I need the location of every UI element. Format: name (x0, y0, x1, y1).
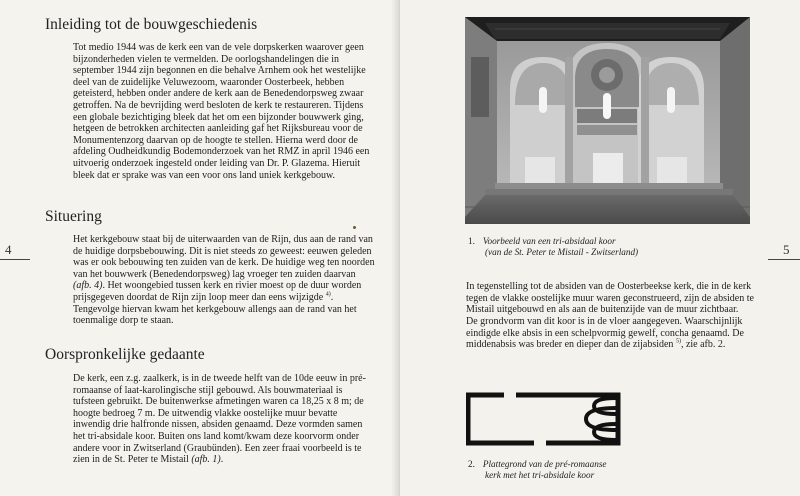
page-number-rule (0, 259, 30, 260)
heading-situering: Situering (45, 208, 102, 225)
figure-reference: (afb. 1) (191, 454, 221, 466)
caption-line: kerk met het tri-absidale koor (485, 470, 595, 480)
footnote-marker: 4) (325, 291, 331, 298)
footnote-marker: 5) (675, 338, 681, 345)
plan-caption (468, 459, 758, 481)
caption-number: 2. (468, 459, 475, 469)
page-number: 4 (5, 242, 12, 257)
caption-line: (van de St. Peter te Mistail - Zwitserland) (485, 247, 639, 257)
paragraph-inleiding: Tot medio 1944 was de kerk een van de vele dorpskerken waarover geen bijzonderheden vielen te vermelden. De oorlogshandelingen die in september 1944 zijn begonnen en die behalve Arnhem ook het westelijke deel van de zuidelijke Veluwezoom, waaronder Oosterbeek, hebben geteisterd, hebben onder andere de kerk aan de Benedendorpsweg zwaar getroffen. Na de bevrijding werd besloten de kerk te restaureren. Tijdens een globale bezichtiging bleek dat het om een bijzonder bouwwerk ging, hetgeen de betrokken architecten aanleiding gaf het Rijksbureau voor de Monumentenzorg daarvan op de hoogte te stellen. Hierna werd door de afdeling Oudheidkundig Bodemonderzoek van het RMZ in april 1946 een uitvoerig onderzoek ingesteld onder leiding van Dr. P. Glazema. Hieruit bleek dat er sprake was van een voor ons land uniek kerkgebouw. (73, 42, 370, 181)
paragraph-oorspronkelijk: De kerk, een z.g. zaalkerk, is in de tweede helft van de 10de eeuw in pré-romaanse of laat-karolingische stijl gebouwd. Als bouwmateriaal is tufsteen gebruikt. De buitenwerkse afmetingen waren ca 18,25 x 8 m; de hoogte bedroeg 7 m. De uitwendig vlakke oostelijke muur bevatte inwendig drie halfronde nissen, absiden genaamd. Deze vormden samen het tri-absidale koor. Buiten ons land komt/kwam deze koorvorm onder andere voor in Zwitserland (Graubünden). Een zeer fraai voorbeeld is te zien in de St. Peter te Mistail (afb. 1). (73, 373, 366, 466)
heading-inleiding: Inleiding tot de bouwgeschiedenis (45, 16, 258, 33)
page-number-rule (768, 259, 800, 260)
paragraph-mistail: In tegenstelling tot de absiden van de Oosterbeekse kerk, die in de kerk tegen de vlakke oostelijke muur waren geconstrueerd, zijn de absiden te Mistail uitgebouwd en als aan de buitenzijde van de muur zichtbaar. (466, 281, 754, 316)
choir-photo-illustration (465, 17, 750, 224)
paper-speck (353, 226, 356, 229)
paragraph-grondvorm: De grondvorm van dit koor is in de vloer aangegeven. Waarschijnlijk eindigde elke absis in een schelpvormig gewelf, concha genaamd. De middenabsis was breder en dieper dan de zijabsiden $^{5)}$, zie afb. 2. (466, 316, 744, 351)
caption-number: 1. (468, 236, 475, 246)
heading-oorspronkelijk: Oorspronkelijke gedaante (45, 346, 205, 363)
page-number: 5 (783, 242, 790, 257)
paragraph-situering: Het kerkgebouw staat bij de uiterwaarden van de Rijn, dus aan de rand van de huidige dorpsbebouwing. Dit is niet steeds zo geweest: eeuwen geleden was er ook bebouwing ten zuiden van de kerk. De huidige weg ten noorden van het bouwwerk (Benedendorpsweg) lag vroeger ten zuiden daarvan (afb. 4). Het woongebied tussen kerk en rivier moest op de duur worden prijsgegeven doordat de Rijn zijn loop meer dan eens wijzigde $^{4)}$. Tengevolge hiervan kwam het kerkgebouw allengs aan de rand van het toenmalige dorp te staan. (73, 234, 375, 327)
caption-line: Plattegrond van de pré-romaanse (482, 459, 607, 469)
floor-plan-drawing (466, 392, 621, 447)
caption-line: Voorbeeld van een tri-absidaal koor (482, 236, 616, 246)
photo-caption (468, 236, 758, 258)
choir-photo (465, 17, 750, 224)
floor-plan (466, 392, 621, 447)
figure-reference: (afb. 4) (73, 280, 103, 292)
